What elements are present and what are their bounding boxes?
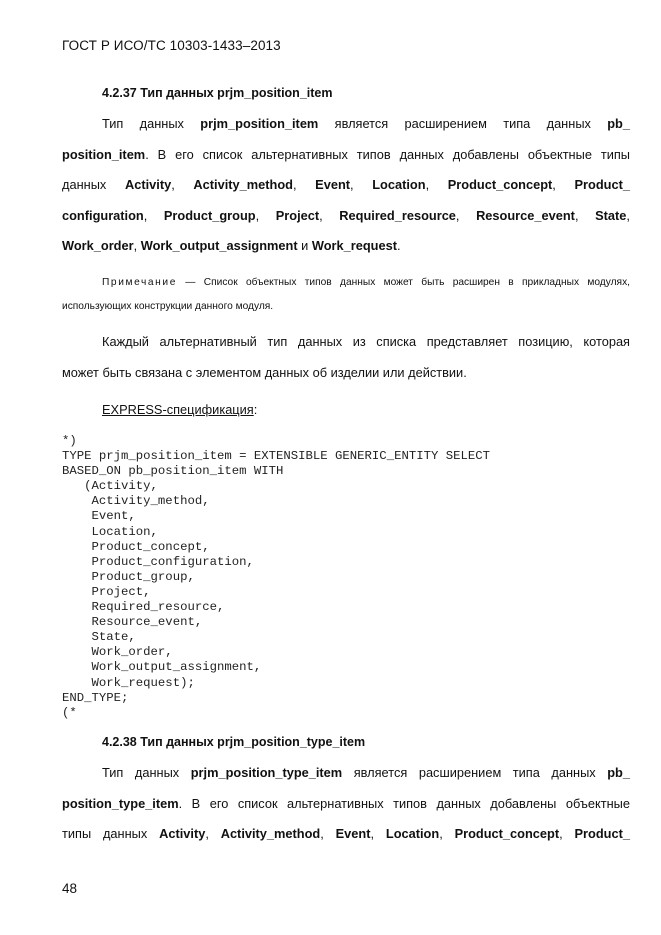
paragraph-line: Work_order, Work_output_assignment и Work_request. [62,238,401,253]
code-line: State, [62,630,136,645]
paragraph-line: Каждый альтернативный тип данных из списка представляет позицию, которая [102,334,630,349]
code-line: Required_resource, [62,600,225,615]
code-line: BASED_ON pb_position_item WITH [62,464,284,479]
paragraph-line: position_type_item. В его список альтернативных типов данных добавлены объектные [62,795,630,811]
paragraph-line: Тип данных prjm_position_type_item является расширением типа данных pb_ [102,765,630,780]
section2-paragraph [62,758,630,850]
section-heading-4-2-37: 4.2.37 Тип данных prjm_position_item [102,86,333,100]
note-line: использующих конструкции данного модуля. [62,301,274,312]
paragraph-line: может быть связана с элементом данных об изделии или действии. [62,364,467,380]
page-number: 48 [62,881,78,896]
code-line: Activity_method, [62,494,210,509]
note-line: Примечание — Список объектных типов данных может быть расширен в прикладных модулях, [102,277,630,288]
code-line: Product_group, [62,569,195,584]
section1-paragraph [62,109,630,262]
code-line: Work_order, [62,645,173,660]
document-header: ГОСТ Р ИСО/ТС 10303-1433–2013 [62,38,281,53]
section-heading-4-2-38: 4.2.38 Тип данных prjm_position_type_item [102,735,366,749]
paragraph-line: Тип данных prjm_position_item является расширением типа данных pb_ [102,116,630,131]
code-line: (* [62,705,77,720]
express-specification-label: EXPRESS-спецификация: [102,402,258,417]
paragraph-line: position_item. В его список альтернативных типов данных добавлены объектные типы [62,146,630,162]
paragraph-line: типы данных Activity, Activity_method, Event, Location, Product_concept, Product_ [62,826,630,841]
code-line: Product_configuration, [62,554,254,569]
code-line: END_TYPE; [62,690,129,705]
paragraph-line: configuration, Product_group, Project, Required_resource, Resource_event, State, [62,207,630,223]
note-block [62,271,630,319]
code-line: *) [62,434,77,448]
code-line: Event, [62,509,136,524]
code-line: Product_concept, [62,539,210,554]
code-line: (Activity, [62,479,158,494]
express-code-block [62,434,490,721]
code-line: Work_output_assignment, [62,660,262,675]
note-label: Примечание [102,277,177,288]
code-line: Resource_event, [62,615,203,630]
code-line: TYPE prjm_position_item = EXTENSIBLE GENERIC_ENTITY SELECT [62,449,491,464]
section1-paragraph-2 [62,327,630,388]
code-line: Work_request); [62,675,195,690]
code-line: Location, [62,524,158,539]
code-line: Project, [62,584,151,599]
paragraph-line: данных Activity, Activity_method, Event, Location, Product_concept, Product_ [62,177,630,192]
